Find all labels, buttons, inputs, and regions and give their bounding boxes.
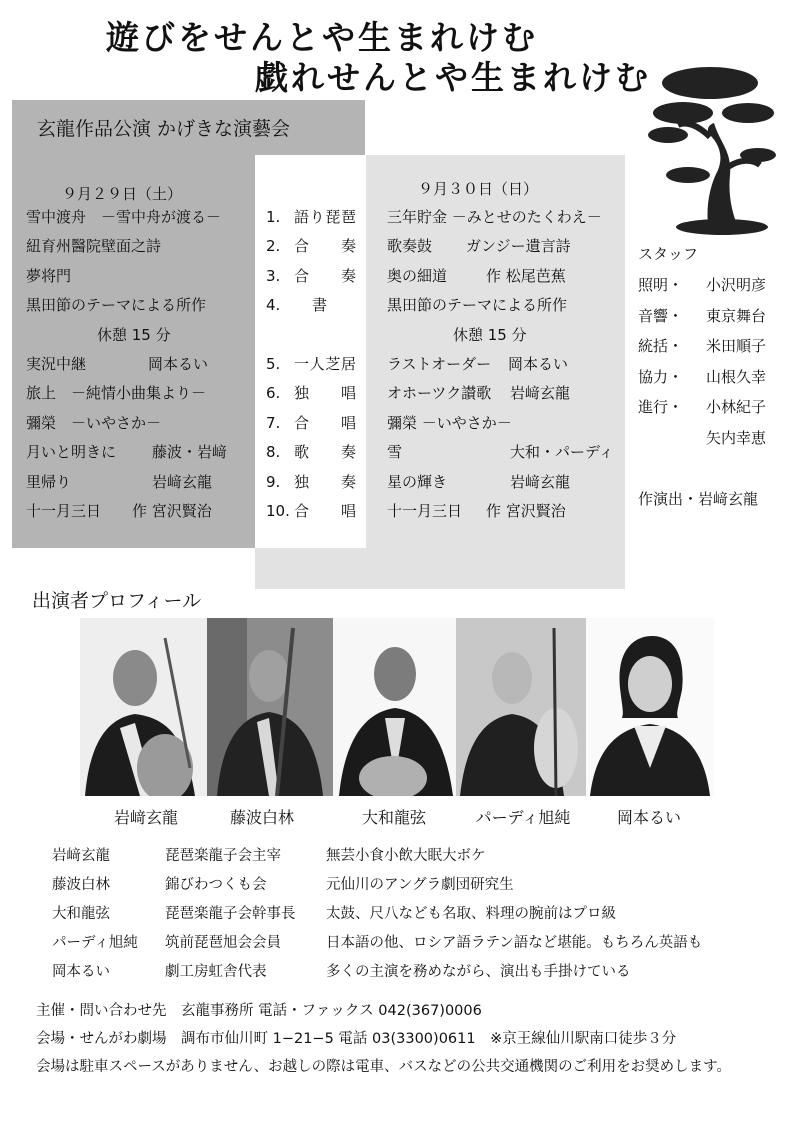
program-item: 紐育州醫院壁面之詩 bbox=[26, 237, 162, 256]
day1-program-list bbox=[26, 203, 256, 526]
performer-caption: 岡本るい bbox=[616, 808, 681, 827]
program-item: 実況中継 岡本るい bbox=[26, 354, 209, 373]
program-item: 奥の細道 作 松尾芭蕉 bbox=[387, 266, 566, 285]
performance-type: 6. 独唱 bbox=[266, 384, 356, 403]
performer-portrait-icon bbox=[333, 618, 459, 796]
profile-row: 岩﨑玄龍 琵琶楽龍子会主宰 無芸小食小飲大眠大ボケ bbox=[52, 848, 486, 864]
program-item: 里帰り 岩﨑玄龍 bbox=[26, 472, 213, 491]
performance-type: 4. 書 bbox=[266, 296, 328, 315]
performance-type: 3. 合奏 bbox=[266, 266, 356, 285]
performance-type: 10. 合唱 bbox=[266, 501, 356, 520]
program-item: 月いと明きに 藤波・岩﨑 bbox=[26, 443, 228, 462]
footer-notice: 会場は駐車スペースがありません、お越しの際は電車、バスなどの公共交通機関のご利用をお奨めします。 bbox=[36, 1059, 731, 1075]
program-item: 星の輝き 岩﨑玄龍 bbox=[387, 472, 571, 491]
performance-type: 5. 一人芝居 bbox=[266, 354, 356, 373]
staff-row: 統括・ 米田順子 bbox=[638, 337, 767, 355]
spacer bbox=[266, 321, 358, 350]
program-item: 彌榮 －いやさか－ bbox=[387, 413, 512, 432]
performer-photo bbox=[333, 618, 459, 796]
performer-photo bbox=[207, 618, 333, 796]
performer-caption: 大和龍弦 bbox=[361, 808, 426, 827]
staff-row: 照明・ 小沢明彦 bbox=[638, 276, 767, 294]
profile-row: パーディ旭純 筑前琵琶旭会会員 日本語の他、ロシア語ラテン語など堪能。もちろん英語も bbox=[52, 935, 703, 951]
profile-row: 大和龍弦 琵琶楽龍子会幹事長 太鼓、尺八なども名取、料理の腕前はプロ級 bbox=[52, 906, 616, 922]
staff-director: 作演出・岩﨑玄龍 bbox=[638, 490, 759, 508]
performer-caption: 藤波白林 bbox=[229, 808, 294, 827]
staff-row: 進行・ 小林紀子 bbox=[638, 398, 767, 416]
staff-title: スタッフ bbox=[638, 245, 699, 263]
intermission: 休憩 15 分 bbox=[97, 325, 171, 344]
performer-caption: 岩﨑玄龍 bbox=[113, 808, 178, 827]
intermission: 休憩 15 分 bbox=[453, 325, 527, 344]
performance-type-list bbox=[266, 203, 358, 526]
program-item: 十一月三日 作 宮沢賢治 bbox=[26, 501, 212, 520]
performer-photo bbox=[80, 618, 210, 796]
program-item: 黒田節のテーマによる所作 bbox=[26, 296, 207, 315]
profile-row: 藤波白林 錦びわつくも会 元仙川のアングラ劇団研究生 bbox=[52, 877, 514, 893]
performer-caption: パーディ旭純 bbox=[475, 808, 571, 827]
program-item: 黒田節のテーマによる所作 bbox=[387, 296, 568, 315]
headline-line-2: 戯れせんとや生まれけむ bbox=[255, 58, 651, 97]
program-item: 十一月三日 作 宮沢賢治 bbox=[387, 501, 566, 520]
program-item: 三年貯金 －みとせのたくわえ－ bbox=[387, 208, 602, 226]
day1-date: ９月２９日（土） bbox=[62, 185, 183, 203]
performance-type: 7. 合唱 bbox=[266, 413, 356, 432]
staff-list bbox=[638, 270, 788, 453]
performer-portrait-icon bbox=[80, 618, 210, 796]
footer-venue: 会場・せんがわ劇場 調布市仙川町 1−21−5 電話 03(3300)0611 ※京王線仙川駅南口徒歩３分 bbox=[36, 1031, 677, 1047]
performance-type: 1. 語り琵琶 bbox=[266, 208, 356, 226]
program-item: オホーツク讃歌 岩﨑玄龍 bbox=[387, 384, 571, 403]
performer-portrait-icon bbox=[207, 618, 333, 796]
performer-portrait-icon bbox=[586, 618, 714, 796]
performance-type: 8. 歌奏 bbox=[266, 443, 356, 462]
profiles-title: 出演者プロフィール bbox=[32, 590, 202, 612]
staff-row: 矢内幸恵 bbox=[706, 428, 767, 447]
performer-photo bbox=[456, 618, 586, 796]
program-item: 夢将門 bbox=[26, 266, 72, 285]
program-item: ラストオーダー 岡本るい bbox=[387, 354, 569, 373]
program-item: 彌榮 －いやさか－ bbox=[26, 413, 162, 432]
program-item: 旅上 －純情小曲集より－ bbox=[26, 384, 207, 403]
footer-contact: 主催・問い合わせ先 玄龍事務所 電話・ファックス 042(367)0006 bbox=[36, 1003, 482, 1019]
profile-row: 岡本るい 劇工房虹舎代表 多くの主演を務めながら、演出も手掛けている bbox=[52, 964, 631, 980]
pine-tree-illustration bbox=[648, 55, 778, 235]
performance-type: 2. 合奏 bbox=[266, 237, 356, 256]
performer-photo bbox=[586, 618, 714, 796]
program-title: 玄龍作品公演 かげきな演藝会 bbox=[37, 118, 291, 140]
program-item: 雪 大和・パーディ bbox=[387, 443, 614, 462]
staff-row: 音響・ 東京舞台 bbox=[638, 306, 767, 325]
program-item: 歌奏鼓 ガンジー遺言詩 bbox=[387, 237, 571, 256]
day2-date: ９月３０日（日） bbox=[418, 180, 539, 198]
program-item: 雪中渡舟 －雪中舟が渡る－ bbox=[26, 208, 222, 226]
performance-type: 9. 独奏 bbox=[266, 472, 356, 491]
headline-line-1: 遊びをせんとや生まれけむ bbox=[106, 18, 538, 57]
staff-row: 協力・ 山根久幸 bbox=[638, 367, 767, 386]
day2-program-list bbox=[387, 203, 623, 526]
performer-portrait-icon bbox=[456, 618, 586, 796]
